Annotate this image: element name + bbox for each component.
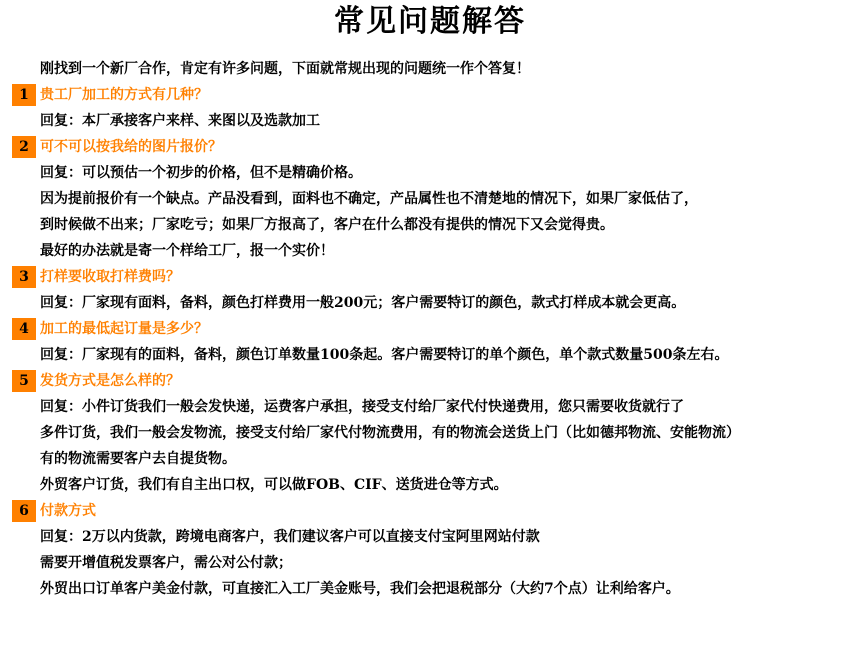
question-number-badge: 2 [12, 136, 36, 158]
question-number-badge: 6 [12, 500, 36, 522]
faq-question-row [0, 370, 860, 392]
answer-line: 多件订货，我们一般会发物流，接受支付给厂家代付物流费用，有的物流会送货上门（比如德邦物流、安能物流） [40, 425, 740, 441]
question-number-badge: 1 [12, 84, 36, 106]
answer-line: 回复：厂家现有的面料，备料，颜色订单数量100条起。客户需要特订的单个颜色，单个款式数量500条左右。 [40, 347, 729, 363]
question-text: 贵工厂加工的方式有几种？ [40, 87, 208, 103]
question-text: 可不可以按我给的图片报价？ [40, 139, 222, 155]
intro-text: 刚找到一个新厂合作，肯定有许多问题，下面就常规出现的问题统一作个答复！ [40, 61, 530, 77]
question-text: 付款方式 [40, 503, 96, 519]
faq-list [0, 84, 860, 604]
answer-line: 因为提前报价有一个缺点。产品没看到，面料也不确定，产品属性也不清楚地的情况下，如果厂家低估了， [40, 191, 698, 207]
question-text: 打样要收取打样费吗？ [40, 269, 180, 285]
answer-line: 到时候做不出来；厂家吃亏；如果厂方报高了，客户在什么都没有提供的情况下又会觉得贵。 [40, 217, 614, 233]
question-text: 加工的最低起订量是多少？ [40, 321, 208, 337]
answer-line: 需要开增值税发票客户，需公对公付款； [40, 555, 292, 571]
answer-line: 回复：可以预估一个初步的价格，但不是精确价格。 [40, 165, 362, 181]
question-number-badge: 4 [12, 318, 36, 340]
answer-line: 外贸出口订单客户美金付款，可直接汇入工厂美金账号，我们会把退税部分（大约7个点）让利给客户。 [40, 581, 680, 597]
faq-question-row [0, 84, 860, 106]
answer-line: 有的物流需要客户去自提货物。 [40, 451, 236, 467]
answer-line: 回复：小件订货我们一般会发快递，运费客户承担，接受支付给厂家代付快递费用，您只需要收货就行了 [40, 399, 684, 415]
faq-question-row [0, 266, 860, 288]
answer-line: 回复：2万以内货款，跨境电商客户，我们建议客户可以直接支付宝阿里网站付款 [40, 529, 540, 545]
faq-question-row [0, 136, 860, 158]
question-text: 发货方式是怎么样的？ [40, 373, 180, 389]
answer-line: 回复：厂家现有面料，备料，颜色打样费用一般200元；客户需要特订的颜色，款式打样成本就会更高。 [40, 295, 686, 311]
faq-question-row [0, 500, 860, 522]
answer-line: 回复：本厂承接客户来样、来图以及选款加工 [40, 113, 320, 129]
answer-line: 外贸客户订货，我们有自主出口权，可以做FOB、CIF、送货进仓等方式。 [40, 477, 508, 493]
page-title: 常见问题解答 [334, 4, 526, 39]
answer-line: 最好的办法就是寄一个样给工厂，报一个实价！ [40, 243, 334, 259]
question-number-badge: 3 [12, 266, 36, 288]
question-number-badge: 5 [12, 370, 36, 392]
faq-question-row [0, 318, 860, 340]
